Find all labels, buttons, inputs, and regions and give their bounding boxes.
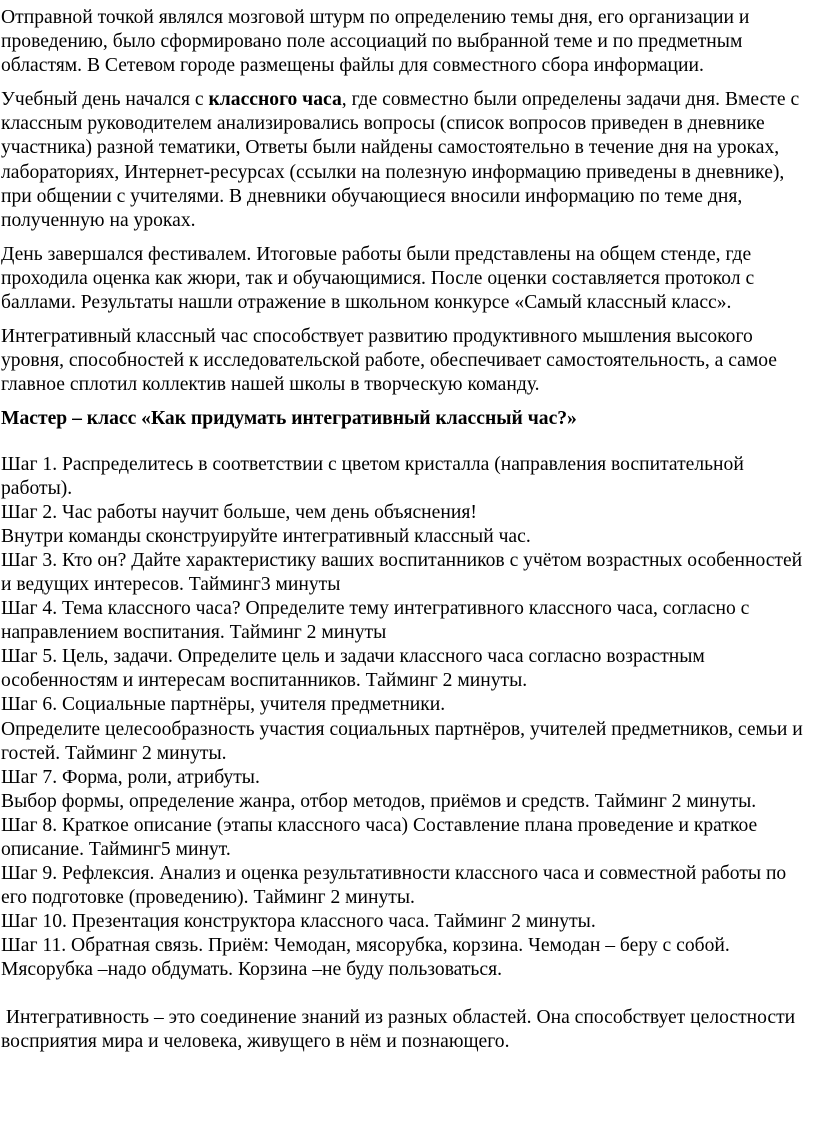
step-line: Определите целесообразность участия социальных партнёров, учителей предметников, семьи и гостей. Тайминг 2 минуты.	[1, 718, 803, 764]
step-line: Шаг 11. Обратная связь. Приём: Чемодан, мясорубка, корзина. Чемодан – беру с собой. Мясорубка –надо обдумать. Корзина –не буду пользоваться.	[1, 935, 730, 981]
step-line: Шаг 9. Рефлексия. Анализ и оценка результативности классного часа и совместной работы по его подготовке (проведению). Тайминг 2 минуты.	[1, 863, 787, 909]
step-line: Шаг 6. Социальные партнёры, учителя предметники.	[1, 694, 446, 716]
step-line: Шаг 1. Распределитесь в соответствии с цветом кристалла (направления воспитательной работы).	[1, 453, 744, 499]
step-line: Шаг 7. Форма, роли, атрибуты.	[1, 766, 260, 788]
paragraph-school-day-start: Учебный день начался с	[1, 89, 209, 111]
class-hour-emphasis: классного часа	[208, 89, 342, 111]
step-line: Шаг 5. Цель, задачи. Определите цель и задачи классного часа согласно возрастным особенностям и интересам воспитанников. Тайминг 2 минуты.	[1, 646, 705, 692]
step-line: Шаг 2. Час работы научит больше, чем день объяснения!	[1, 501, 477, 523]
paragraph-brainstorm: Отправной точкой являлся мозговой штурм по определению темы дня, его организации и проведению, было сформировано поле ассоциаций по выбранной теме и по предметным областям. В Сетевом городе размещены файлы для совместного сбора информации.	[1, 7, 750, 77]
paragraph-festival: День завершался фестивалем. Итоговые работы были представлены на общем стенде, где проходила оценка как жюри, так и обучающимися. После оценки составляется протокол с баллами. Результаты нашли отражение в школьном конкурсе «Самый классный класс».	[1, 243, 755, 314]
step-line: Шаг 10. Презентация конструктора классного часа. Тайминг 2 минуты.	[1, 911, 596, 933]
paragraph-integrative-hour: Интегративный классный час способствует развитию продуктивного мышления высокого уровня, способностей к исследовательской работе, обеспечивает самостоятельность, а самое главное сплотил коллектив нашей школы в творческую команду.	[1, 326, 777, 396]
step-line: Выбор формы, определение жанра, отбор методов, приёмов и средств. Тайминг 2 минуты.	[1, 790, 757, 812]
steps-list	[1, 453, 816, 983]
step-line: Шаг 3. Кто он? Дайте характеристику ваших воспитанников с учётом возрастных особенностей и ведущих интересов. Тайминг3 минуты	[1, 549, 803, 595]
master-class-heading: Мастер – класс «Как придумать интегративный классный час?»	[1, 408, 577, 430]
step-line: Внутри команды сконструируйте интегративный классный час.	[1, 525, 531, 547]
step-line: Шаг 8. Краткое описание (этапы классного часа) Составление плана проведение и краткое описание. Тайминг5 минут.	[1, 814, 758, 860]
paragraph-integrativeness: Интегративность – это соединение знаний из разных областей. Она способствует целостности восприятия мира и человека, живущего в нём и познающего.	[1, 1006, 801, 1052]
paragraph-school-day	[1, 88, 816, 233]
step-line: Шаг 4. Тема классного часа? Определите тему интегративного классного часа, согласно с направлением воспитания. Тайминг 2 минуты	[1, 598, 750, 644]
paragraph-school-day-rest: , где совместно были определены задачи дня. Вместе с классным руководителем анализировались вопросы (список вопросов приведен в дневнике участника) разной тематики, Ответы были найдены самостоятельно в течение дня на уроках, лабораториях, Интернет-ресурсах (ссылки на полезную информацию приведены в дневнике), при общении с учителями. В дневники обучающиеся вносили информацию по теме дня, полученную на уроках.	[1, 89, 800, 231]
